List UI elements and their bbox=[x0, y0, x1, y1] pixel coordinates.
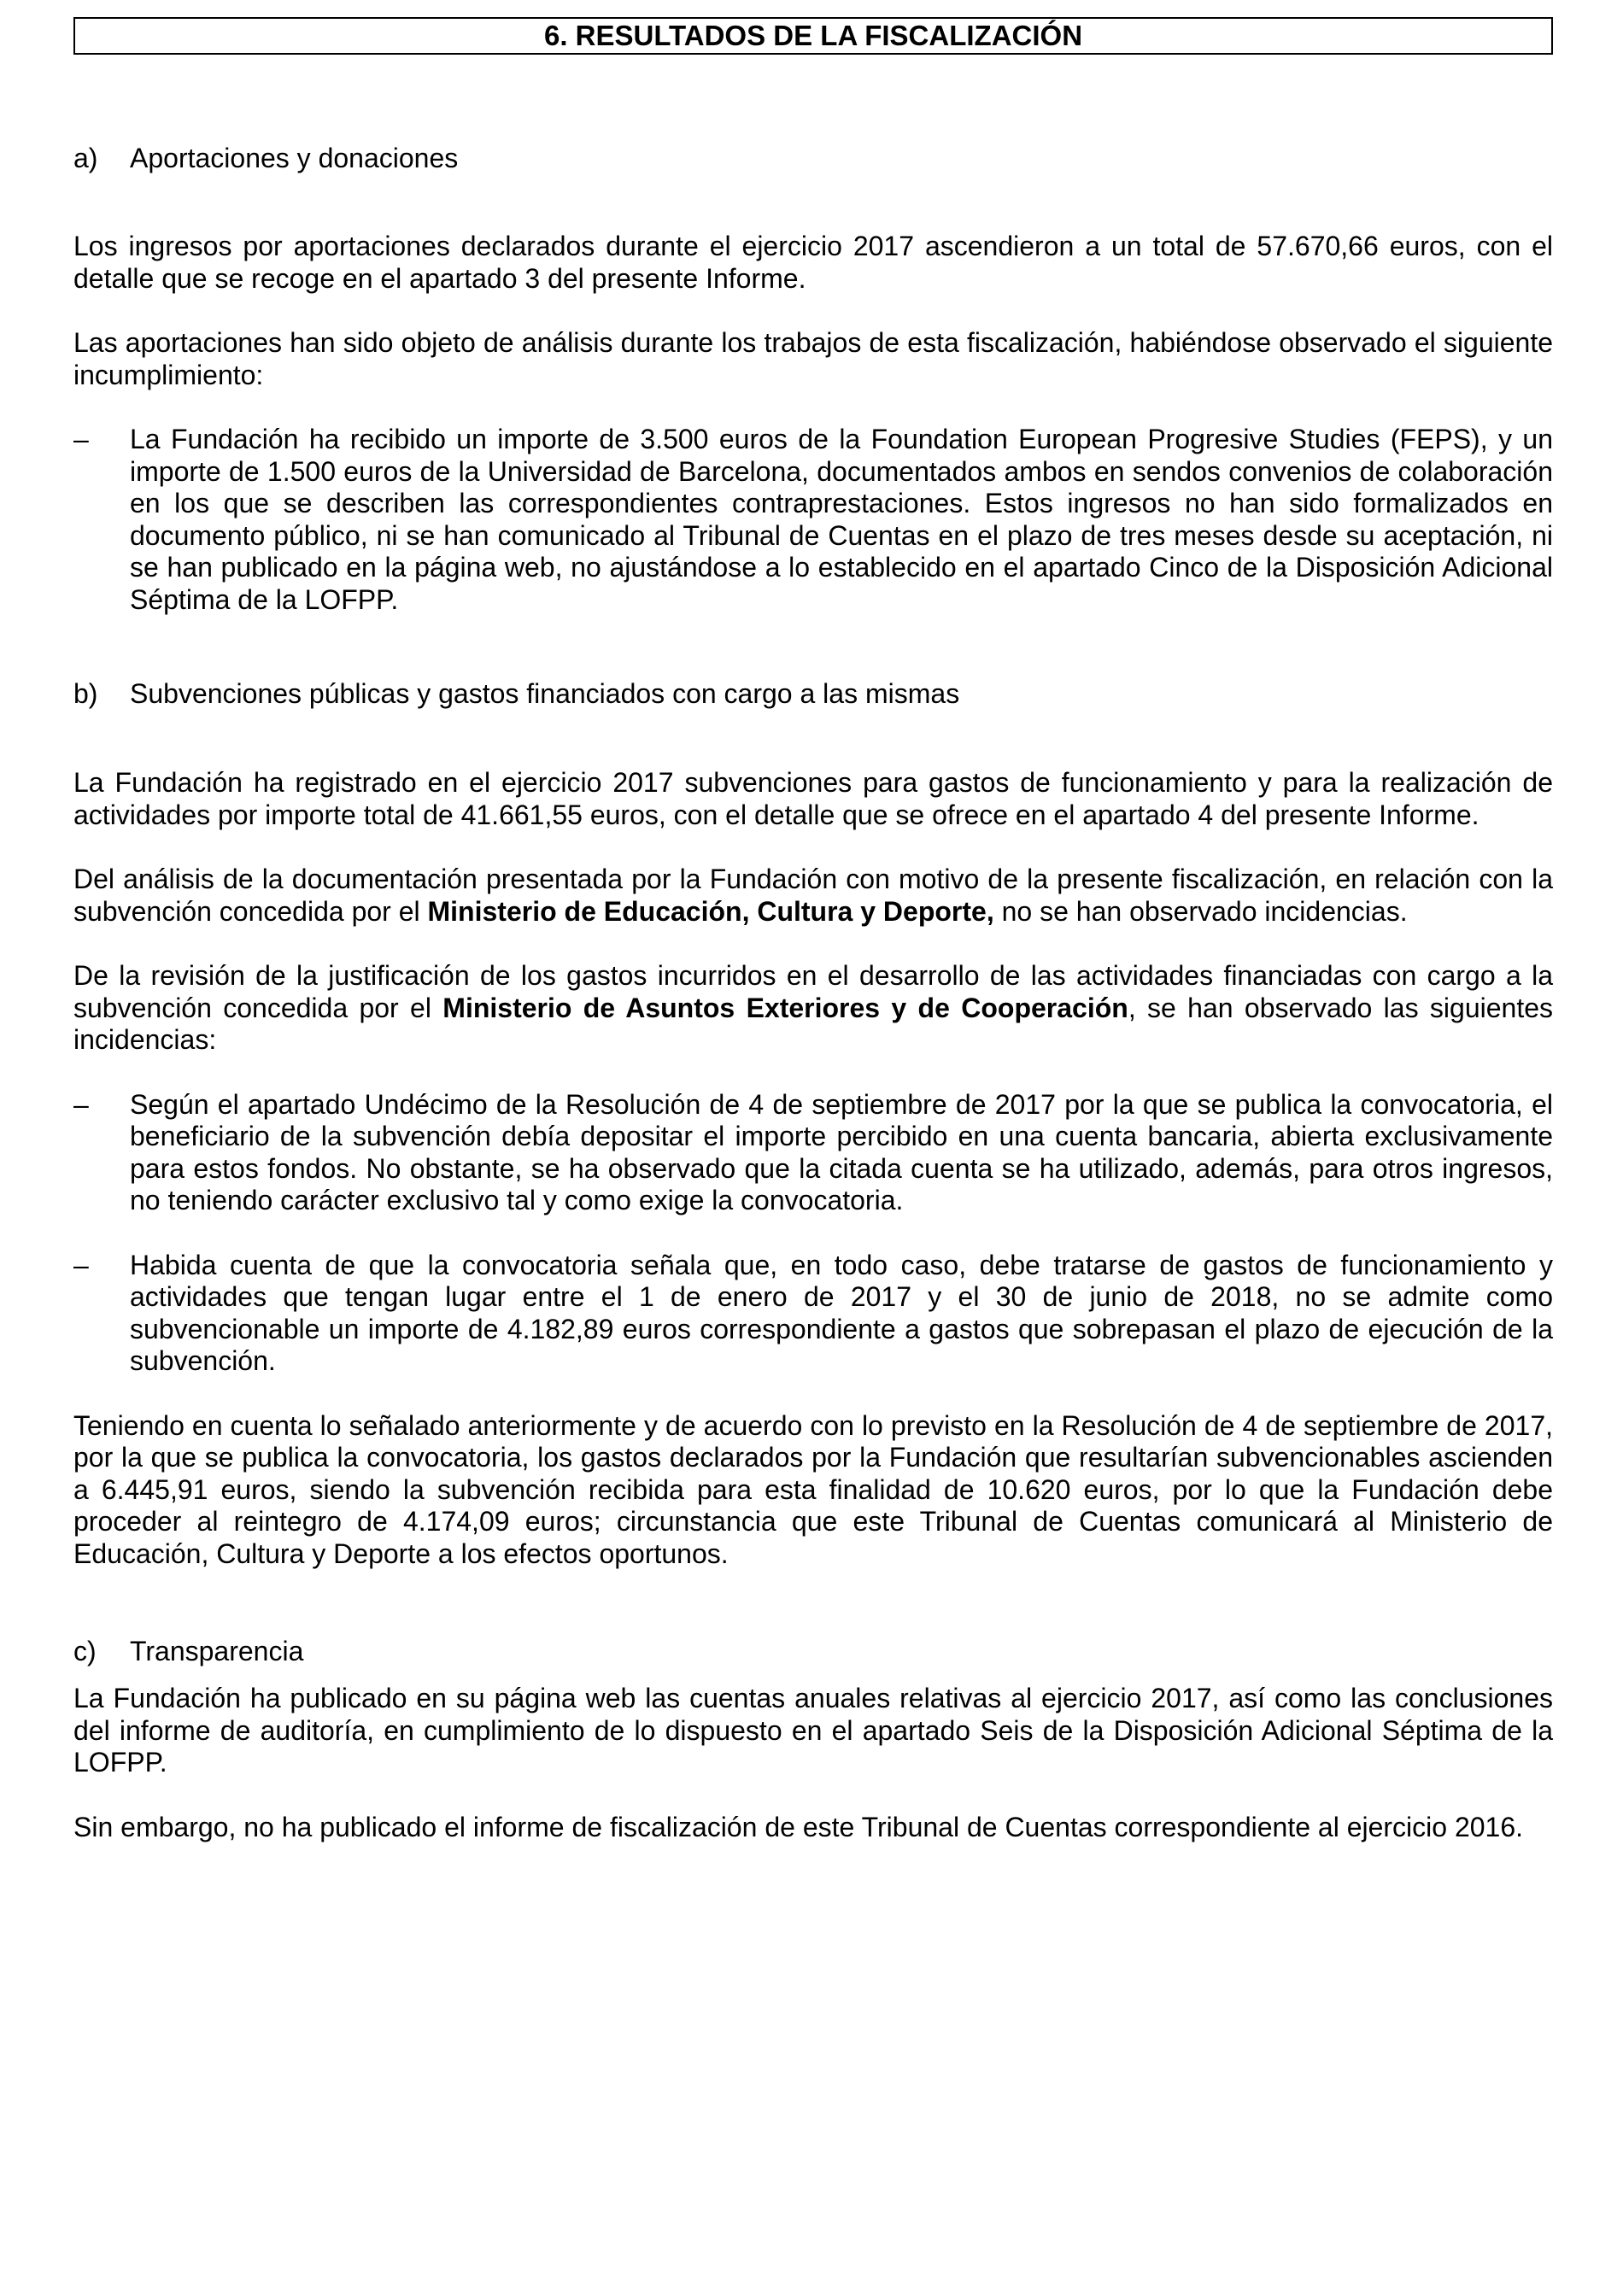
ministry-foreign-affairs-bold: Ministerio de Asuntos Exteriores y de Cooperación bbox=[442, 992, 1128, 1023]
bullet-b1-text: Según el apartado Undécimo de la Resolución de 4 de septiembre de 2017 por la que se publica la convocatoria, el beneficiario de la subvención debía depositar el importe percibido en una cuenta bancaria, abierta exclusivamente para estos fondos. No obstante, se ha observado que la citada cuenta se ha utilizado, además, para otros ingresos, no teniendo carácter exclusivo tal y como exige la convocatoria. bbox=[130, 1088, 1553, 1215]
subsection-a-heading bbox=[73, 142, 1553, 174]
paragraph-b2-tail: no se han observado incidencias. bbox=[993, 895, 1408, 927]
bullet-dash: – bbox=[73, 1088, 89, 1120]
subsection-c-heading bbox=[73, 1635, 1553, 1667]
bullet-dash: – bbox=[73, 1249, 89, 1280]
bullet-a1 bbox=[73, 424, 1553, 616]
paragraph-a1: Los ingresos por aportaciones declarados durante el ejercicio 2017 ascendieron a un total de 57.670,66 euros, con el detalle que se recoge en el apartado 3 del presente Informe. bbox=[73, 231, 1553, 294]
ministry-education-bold: Ministerio de Educación, Cultura y Deporte, bbox=[427, 895, 994, 927]
paragraph-b1: La Fundación ha registrado en el ejercicio 2017 subvenciones para gastos de funcionamiento y para la realización de actividades por importe total de 41.661,55 euros, con el detalle que se ofrece en el apartado 4 del presente Informe. bbox=[73, 767, 1553, 830]
subsection-b-letter: b) bbox=[73, 678, 98, 709]
bullet-dash: – bbox=[73, 424, 89, 454]
subsection-a-letter: a) bbox=[73, 143, 98, 173]
paragraph-b3-tail: , se han observado las siguientes incidencias: bbox=[73, 992, 1554, 1055]
bullet-b2 bbox=[73, 1250, 1553, 1378]
bullet-b1 bbox=[73, 1089, 1553, 1217]
subsection-c-letter: c) bbox=[73, 1636, 97, 1666]
paragraph-b3-text: De la revisión de la justificación de los gastos incurridos en el desarrollo de las actividades financiadas con cargo a la subvención concedida por el bbox=[73, 960, 1553, 1023]
section-title: 6. RESULTADOS DE LA FISCALIZACIÓN bbox=[73, 17, 1553, 55]
subsection-a-title: Aportaciones y donaciones bbox=[130, 143, 459, 173]
paragraph-a2: Las aportaciones han sido objeto de análisis durante los trabajos de esta fiscalización, habiéndose observado el siguiente incumplimiento: bbox=[73, 327, 1553, 390]
bullet-b2-text: Habida cuenta de que la convocatoria señala que, en todo caso, debe tratarse de gastos de funcionamiento y actividades que tengan lugar entre el 1 de enero de 2017 y el 30 de junio de 2018, no se admite como subvencionable un importe de 4.182,89 euros correspondiente a gastos que sobrepasan el plazo de ejecución de la subvención. bbox=[130, 1249, 1553, 1376]
paragraph-b2-text: Del análisis de la documentación presentada por la Fundación con motivo de la presente fiscalización, en relación con la subvención concedida por el bbox=[73, 864, 1553, 927]
subsection-b-title: Subvenciones públicas y gastos financiados con cargo a las mismas bbox=[130, 678, 960, 709]
paragraph-b4: Teniendo en cuenta lo señalado anteriormente y de acuerdo con lo previsto en la Resolución de 4 de septiembre de 2017, por la que se publica la convocatoria, los gastos declarados por la Fundación que resultarían subvencionables ascienden a 6.445,91 euros, siendo la subvención recibida para esta finalidad de 10.620 euros, por lo que la Fundación debe proceder al reintegro de 4.174,09 euros; circunstancia que este Tribunal de Cuentas comunicará al Ministerio de Educación, Cultura y Deporte a los efectos oportunos. bbox=[73, 1409, 1553, 1569]
document-page bbox=[73, 17, 1553, 1843]
paragraph-c2: Sin embargo, no ha publicado el informe de fiscalización de este Tribunal de Cuentas correspondiente al ejercicio 2016. bbox=[73, 1811, 1524, 1842]
paragraph-c1: La Fundación ha publicado en su página web las cuentas anuales relativas al ejercicio 2017, así como las conclusiones del informe de auditoría, en cumplimiento de lo dispuesto en el apartado Seis de la Disposición Adicional Séptima de la LOFPP. bbox=[73, 1683, 1553, 1778]
subsection-c-title: Transparencia bbox=[130, 1636, 304, 1666]
bullet-a1-text: La Fundación ha recibido un importe de 3.500 euros de la Foundation European Progresive Studies (FEPS), y un importe de 1.500 euros de la Universidad de Barcelona, documentados ambos en sendos convenios de colaboración en los que se describen las correspondientes contraprestaciones. Estos ingresos no han sido formalizados en documento público, ni se han comunicado al Tribunal de Cuentas en el plazo de tres meses desde su aceptación, ni se han publicado en la página web, no ajustándose a lo establecido en el apartado Cinco de la Disposición Adicional Séptima de la LOFPP. bbox=[130, 424, 1553, 615]
paragraph-b2 bbox=[73, 864, 1553, 928]
subsection-b-heading bbox=[73, 677, 1553, 710]
paragraph-b3 bbox=[73, 960, 1553, 1057]
